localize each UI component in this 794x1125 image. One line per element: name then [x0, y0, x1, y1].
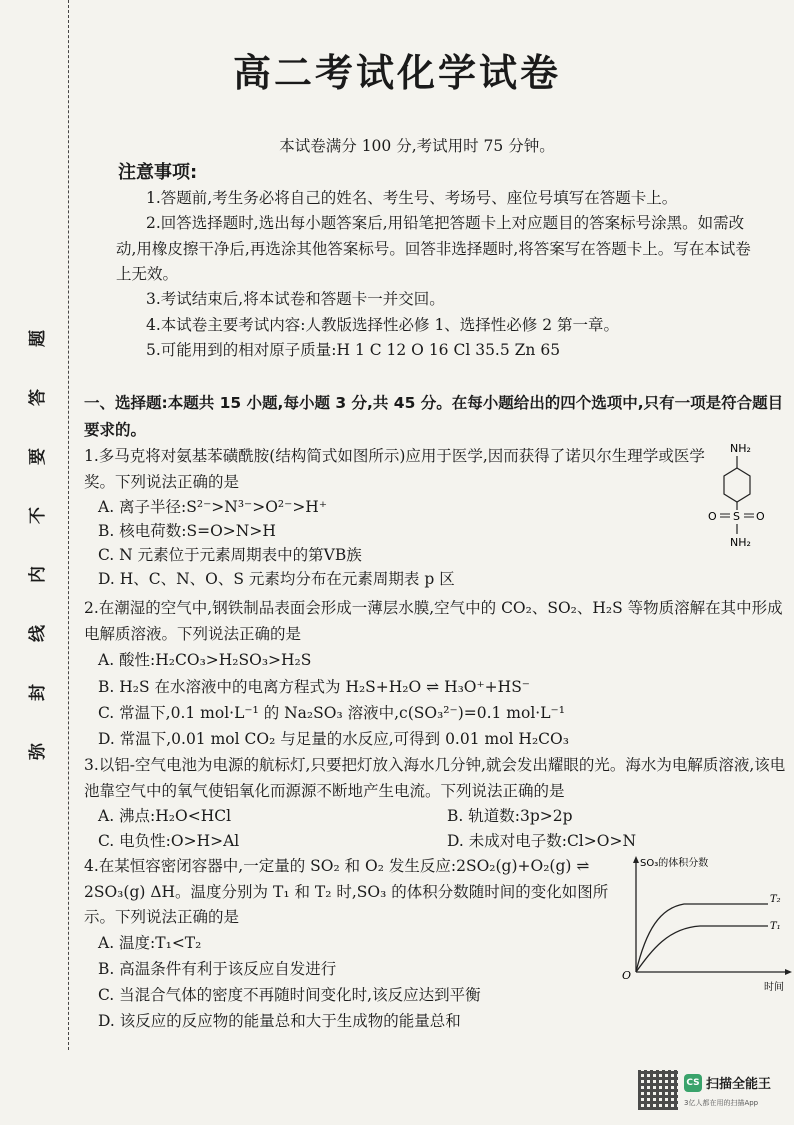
- graph-y-axis-label: SO₃的体积分数: [640, 858, 709, 869]
- q1-option-d: D. H、C、N、O、S 元素均分布在元素周期表 p 区: [98, 570, 455, 588]
- q3-option-c: C. 电负性:O>H>Al: [98, 832, 240, 850]
- binding-line: [68, 0, 69, 1050]
- sulfanilamide-structure: [700, 440, 780, 560]
- sulfur-label: S: [733, 510, 740, 523]
- q4-option-a: A. 温度:T₁<T₂: [98, 934, 202, 952]
- q2-option-b: B. H₂S 在水溶液中的电离方程式为 H₂S+H₂O ⇌ H₃O⁺+HS⁻: [98, 678, 530, 696]
- q2-option-d: D. 常温下,0.01 mol CO₂ 与足量的水反应,可得到 0.01 mol H₂CO₃: [98, 730, 569, 748]
- q4-option-d: D. 该反应的反应物的能量总和大于生成物的能量总和: [98, 1012, 461, 1030]
- binding-char: 题: [27, 330, 48, 347]
- binding-char: 答: [27, 389, 48, 406]
- notes-heading: 注意事项:: [118, 162, 198, 183]
- q4-option-c: C. 当混合气体的密度不再随时间变化时,该反应达到平衡: [98, 986, 481, 1004]
- curve-t1-label: T₁: [770, 921, 781, 932]
- q2-option-a: A. 酸性:H₂CO₃>H₂SO₃>H₂S: [98, 651, 312, 669]
- q3-option-a: A. 沸点:H₂O<HCl: [98, 807, 232, 825]
- curve-t1: [636, 926, 768, 972]
- so3-fraction-graph: [618, 852, 794, 1002]
- section-heading: 一、选择题:本题共 15 小题,每小题 3 分,共 45 分。在每小题给出的四个选项中,只有一项是符合题目要求的。: [84, 394, 784, 439]
- binding-char: 弥: [27, 743, 48, 760]
- amine-top-label: NH₂: [730, 442, 751, 455]
- amine-bottom-label: NH₂: [730, 536, 751, 549]
- note-item: 4.本试卷主要考试内容:人教版选择性必修 1、选择性必修 2 第一章。: [146, 316, 620, 334]
- question-2-stem: 2.在潮湿的空气中,钢铁制品表面会形成一薄层水膜,空气中的 CO₂、SO₂、H₂S 等物质溶解在其中形成电解质溶液。下列说法正确的是: [84, 599, 783, 643]
- question-3-stem: 3.以铝-空气电池为电源的航标灯,只要把灯放入海水几分钟,就会发出耀眼的光。海水为电解质溶液,该电池靠空气中的氧气使铝氧化而源源不断地产生电流。下列说法正确的是: [84, 756, 786, 800]
- note-item: 5.可能用到的相对原子质量:H 1 C 12 O 16 Cl 35.5 Zn 65: [146, 341, 561, 359]
- binding-char: 封: [27, 684, 48, 701]
- camscanner-logo: CS: [684, 1074, 702, 1092]
- curve-t2-label: T₂: [770, 894, 781, 905]
- note-item: 3.考试结束后,将本试卷和答题卡一并交回。: [146, 290, 445, 308]
- note-item: 2.回答选择题时,选出每小题答案后,用铅笔把答题卡上对应题目的答案标号涂黑。如需改动,用橡皮擦干净后,再选涂其他答案标号。回答非选择题时,将答案写在答题卡上。写在本试卷上无效。: [116, 214, 751, 283]
- qr-code-icon: [638, 1070, 678, 1110]
- graph-origin-label: O: [622, 969, 632, 982]
- q1-option-c: C. N 元素位于元素周期表中的第ⅤB族: [98, 546, 362, 564]
- q1-option-b: B. 核电荷数:S=O>N>H: [98, 522, 276, 540]
- binding-char: 要: [27, 448, 48, 465]
- binding-char: 内: [27, 566, 48, 583]
- graph-x-axis-label: 时间: [764, 982, 784, 993]
- curve-t2: [636, 904, 768, 972]
- q3-option-d: D. 未成对电子数:Cl>O>N: [447, 832, 637, 850]
- binding-char: 不: [27, 507, 48, 524]
- binding-text: [18, 330, 58, 760]
- scanner-tagline: 3亿人都在用的扫描App: [684, 1099, 759, 1107]
- scanner-app-name: 扫描全能王: [706, 1077, 772, 1092]
- note-item: 1.答题前,考生务必将自己的姓名、考生号、考场号、座位号填写在答题卡上。: [146, 189, 678, 207]
- oxygen-right-label: O: [756, 510, 765, 523]
- question-4-stem: 4.在某恒容密闭容器中,一定量的 SO₂ 和 O₂ 发生反应:2SO₂(g)+O₂(g) ⇌ 2SO₃(g) ΔH。温度分别为 T₁ 和 T₂ 时,SO₃ 的体积分数随时间的变化如图所示。下列说法正确的是: [84, 857, 609, 926]
- question-1-stem: 1.多马克将对氨基苯磺酰胺(结构简式如图所示)应用于医学,因而获得了诺贝尔生理学或医学奖。下列说法正确的是: [84, 447, 705, 491]
- binding-char: 线: [27, 625, 48, 642]
- q1-option-a: A. 离子半径:S²⁻>N³⁻>O²⁻>H⁺: [98, 498, 328, 516]
- q4-option-b: B. 高温条件有利于该反应自发进行: [98, 960, 337, 978]
- q2-option-c: C. 常温下,0.1 mol·L⁻¹ 的 Na₂SO₃ 溶液中,c(SO₃²⁻)=0.1 mol·L⁻¹: [98, 704, 565, 722]
- q3-option-b: B. 轨道数:3p>2p: [447, 807, 573, 825]
- page-title: 高二考试化学试卷: [232, 51, 561, 95]
- oxygen-left-label: O: [708, 510, 717, 523]
- exam-info: 本试卷满分 100 分,考试用时 75 分钟。: [279, 137, 555, 155]
